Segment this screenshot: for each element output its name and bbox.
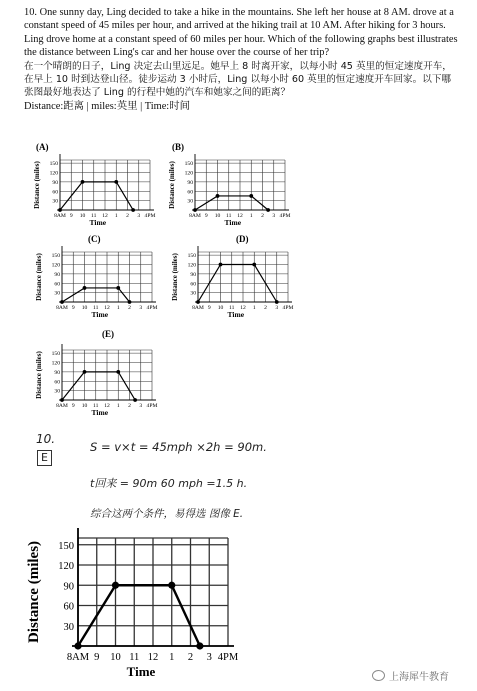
y-tick-label: 60 bbox=[190, 281, 196, 288]
x-tick-label: 8AM bbox=[54, 213, 66, 219]
y-tick-label: 120 bbox=[49, 170, 58, 177]
x-tick-label: 3 bbox=[206, 652, 212, 663]
y-axis-title: Distance (miles) bbox=[33, 161, 41, 209]
y-tick-label: 60 bbox=[187, 189, 193, 196]
handwritten-answer: E bbox=[41, 451, 48, 464]
y-tick-label: 150 bbox=[184, 161, 193, 168]
x-tick-label: 10 bbox=[110, 652, 121, 663]
y-tick-label: 30 bbox=[187, 198, 193, 205]
x-axis-title: Time bbox=[224, 218, 242, 227]
x-tick-label: 3 bbox=[275, 305, 279, 311]
y-tick-label: 90 bbox=[63, 581, 74, 593]
x-tick-label: 12 bbox=[104, 403, 110, 409]
y-tick-label: 30 bbox=[190, 290, 196, 297]
x-tick-label: 2 bbox=[187, 652, 194, 663]
x-tick-label: 10 bbox=[81, 403, 88, 409]
problem-chinese: 在一个晴朗的日子，Ling 决定去山里远足。她早上 8 时离开家，以每小时 45 英里的恒定速度开车，在早上 10 时到达登山径。徒步运动 3 小时后，Ling 以每小时 60 英里的恒定速度开车回家。以下哪张图最好地表达了 Ling 的行程中她的汽车和她家之间的距离？ bbox=[24, 60, 452, 99]
problem-statement: One sunny day, Ling decided to take a hike in the mountains. She left her house at 8 AM. drove at a constant speed of 45 miles per hour, and arrived at the hiking trail at 10 AM. After hiking for 3 hours. Ling drove home at a constant speed of 60 miles per hour. Which of the following graphs best illustrates the distance between Ling's car and her house over the course of her trip? bbox=[24, 7, 458, 59]
x-tick-label: 10 bbox=[214, 213, 221, 219]
x-tick-label: 9 bbox=[71, 403, 75, 409]
x-tick-label: 12 bbox=[240, 305, 246, 311]
x-tick-label: 1 bbox=[114, 213, 118, 219]
x-tick-label: 8AM bbox=[66, 652, 90, 663]
x-tick-label: 3 bbox=[272, 213, 276, 219]
handwritten-line-2: t回来 = 90m 60 mph =1.5 h. bbox=[90, 477, 248, 490]
x-tick-label: 9 bbox=[94, 652, 100, 663]
x-tick-label: 1 bbox=[169, 652, 175, 663]
x-axis-title: Time bbox=[227, 310, 245, 319]
y-tick-label: 60 bbox=[63, 601, 74, 613]
panel-label: (E) bbox=[102, 329, 114, 339]
y-tick-label: 30 bbox=[54, 388, 60, 395]
y-tick-label: 90 bbox=[54, 369, 60, 376]
x-tick-label: 11 bbox=[226, 213, 232, 219]
y-axis-title: Distance (miles) bbox=[26, 540, 42, 644]
x-tick-label: 1 bbox=[116, 305, 120, 311]
x-tick-label: 10 bbox=[217, 305, 224, 311]
x-tick-label: 11 bbox=[93, 403, 99, 409]
x-tick-label: 2 bbox=[126, 213, 129, 219]
y-tick-label: 120 bbox=[187, 262, 196, 269]
y-tick-label: 120 bbox=[58, 561, 74, 572]
watermark bbox=[372, 668, 449, 683]
x-tick-label: 11 bbox=[129, 652, 140, 663]
x-axis-title: Time bbox=[89, 218, 107, 227]
x-tick-label: 8AM bbox=[189, 213, 201, 219]
x-tick-label: 3 bbox=[137, 213, 141, 219]
x-tick-label: 12 bbox=[237, 213, 243, 219]
x-tick-label: 9 bbox=[204, 213, 208, 219]
x-tick-label: 2 bbox=[128, 305, 131, 311]
glossary: Distance:距离 | miles:英里 | Time:时间 bbox=[24, 100, 190, 112]
x-tick-label: 12 bbox=[147, 652, 159, 663]
x-tick-label: 11 bbox=[229, 305, 235, 311]
y-tick-label: 90 bbox=[187, 179, 193, 186]
y-tick-label: 30 bbox=[63, 621, 74, 633]
x-axis-title: Time bbox=[126, 664, 156, 679]
y-axis-title: Distance (miles) bbox=[35, 253, 43, 301]
x-tick-label: 3 bbox=[139, 305, 143, 311]
x-tick-label: 9 bbox=[207, 305, 211, 311]
x-tick-label: 12 bbox=[102, 213, 108, 219]
x-tick-label: 12 bbox=[104, 305, 110, 311]
y-tick-label: 120 bbox=[51, 360, 60, 367]
handwritten-line-1: S = v×t = 45mph ×2h = 90m. bbox=[90, 440, 267, 454]
y-tick-label: 30 bbox=[54, 290, 60, 297]
x-tick-label: 11 bbox=[93, 305, 99, 311]
x-tick-label: 2 bbox=[264, 305, 267, 311]
y-tick-label: 60 bbox=[54, 281, 60, 288]
x-tick-label: 10 bbox=[81, 305, 88, 311]
handwritten-problem-number: 10. bbox=[36, 432, 56, 446]
data-point bbox=[168, 582, 175, 589]
y-tick-label: 60 bbox=[52, 189, 58, 196]
y-axis-title: Distance (miles) bbox=[35, 351, 43, 399]
x-tick-label: 11 bbox=[91, 213, 97, 219]
x-tick-label: 4PM bbox=[146, 403, 158, 409]
y-tick-label: 120 bbox=[51, 262, 60, 269]
x-tick-label: 8AM bbox=[192, 305, 204, 311]
data-point bbox=[196, 642, 203, 649]
handwritten-line-3: 综合这两个条件，易得选 图像 E. bbox=[90, 508, 244, 520]
x-tick-label: 4PM bbox=[217, 652, 239, 663]
y-tick-label: 150 bbox=[58, 540, 74, 552]
y-tick-label: 150 bbox=[187, 253, 196, 260]
data-point bbox=[74, 642, 81, 649]
x-tick-label: 9 bbox=[71, 305, 75, 311]
x-axis-title: Time bbox=[91, 408, 109, 417]
x-tick-label: 2 bbox=[261, 213, 264, 219]
x-tick-label: 9 bbox=[69, 213, 73, 219]
x-tick-label: 3 bbox=[139, 403, 143, 409]
data-point bbox=[112, 582, 119, 589]
y-tick-label: 150 bbox=[49, 161, 58, 168]
x-axis-title: Time bbox=[91, 310, 109, 319]
x-tick-label: 10 bbox=[79, 213, 86, 219]
panel-label: (A) bbox=[36, 142, 49, 152]
y-axis-title: Distance (miles) bbox=[171, 253, 179, 301]
y-tick-label: 90 bbox=[190, 271, 196, 278]
panel-label: (D) bbox=[236, 234, 249, 244]
x-tick-label: 1 bbox=[116, 403, 120, 409]
x-tick-label: 4PM bbox=[279, 213, 291, 219]
x-tick-label: 2 bbox=[128, 403, 131, 409]
y-axis-title: Distance (miles) bbox=[168, 161, 176, 209]
x-tick-label: 1 bbox=[249, 213, 253, 219]
y-tick-label: 90 bbox=[52, 179, 58, 186]
y-tick-label: 30 bbox=[52, 198, 58, 205]
y-tick-label: 120 bbox=[184, 170, 193, 177]
y-tick-label: 150 bbox=[51, 351, 60, 358]
x-tick-label: 4PM bbox=[146, 305, 158, 311]
solution-graph-plot bbox=[26, 528, 239, 679]
panel-label: (B) bbox=[172, 142, 184, 152]
chat-bubble-icon bbox=[372, 670, 385, 681]
y-tick-label: 90 bbox=[54, 271, 60, 278]
watermark-text: 上海犀牛教育 bbox=[389, 672, 449, 683]
y-tick-label: 60 bbox=[54, 379, 60, 386]
x-tick-label: 8AM bbox=[56, 305, 68, 311]
y-tick-label: 150 bbox=[51, 253, 60, 260]
x-tick-label: 4PM bbox=[144, 213, 156, 219]
problem-number: 10. bbox=[24, 7, 37, 18]
x-tick-label: 1 bbox=[252, 305, 256, 311]
x-tick-label: 8AM bbox=[56, 403, 68, 409]
x-tick-label: 4PM bbox=[282, 305, 294, 311]
panel-label: (C) bbox=[88, 234, 101, 244]
